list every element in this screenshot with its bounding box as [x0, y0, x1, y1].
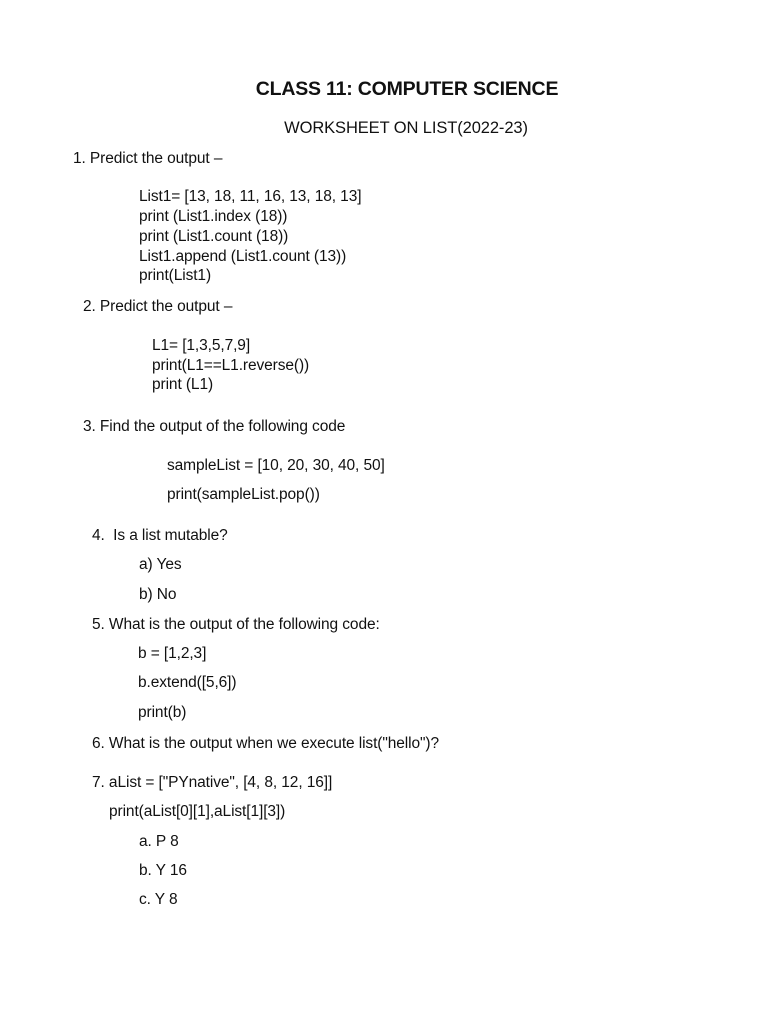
question-4-option: b) No	[139, 586, 177, 603]
question-3-prompt: 3. Find the output of the following code	[83, 418, 346, 435]
question-1-code-line: print (List1.index (18))	[139, 208, 288, 225]
question-5-code-line: print(b)	[138, 704, 187, 721]
question-3-code-line: print(sampleList.pop())	[167, 486, 320, 503]
question-1-code-line: print(List1)	[139, 267, 212, 284]
question-5-code-line: b.extend([5,6])	[138, 674, 237, 691]
question-4-option: a) Yes	[139, 556, 182, 573]
question-2-code-line: L1= [1,3,5,7,9]	[152, 337, 251, 354]
question-2-code-line: print(L1==L1.reverse())	[152, 357, 310, 374]
question-7-option: b. Y 16	[139, 862, 187, 879]
question-3-code-line: sampleList = [10, 20, 30, 40, 50]	[167, 457, 385, 474]
question-1-code-line: List1.append (List1.count (13))	[139, 248, 347, 265]
question-2-code-line: print (L1)	[152, 376, 214, 393]
question-1-prompt: 1. Predict the output –	[73, 150, 223, 167]
page-subtitle: WORKSHEET ON LIST(2022-23)	[284, 119, 528, 137]
question-7-option: a. P 8	[139, 833, 179, 850]
question-7-prompt: 7. aList = ["PYnative", [4, 8, 12, 16]]	[92, 774, 333, 791]
page-title: CLASS 11: COMPUTER SCIENCE	[255, 78, 559, 100]
question-5-code-line: b = [1,2,3]	[138, 645, 207, 662]
question-6-prompt: 6. What is the output when we execute list("hello")?	[92, 735, 439, 752]
question-7-code-line: print(aList[0][1],aList[1][3])	[109, 803, 286, 820]
question-1-code-line: print (List1.count (18))	[139, 228, 289, 245]
question-5-prompt: 5. What is the output of the following code:	[92, 616, 380, 633]
question-7-option: c. Y 8	[139, 891, 178, 908]
question-4-prompt: 4. Is a list mutable?	[92, 527, 228, 544]
question-1-code-line: List1= [13, 18, 11, 16, 13, 18, 13]	[139, 188, 362, 205]
question-2-prompt: 2. Predict the output –	[83, 298, 233, 315]
